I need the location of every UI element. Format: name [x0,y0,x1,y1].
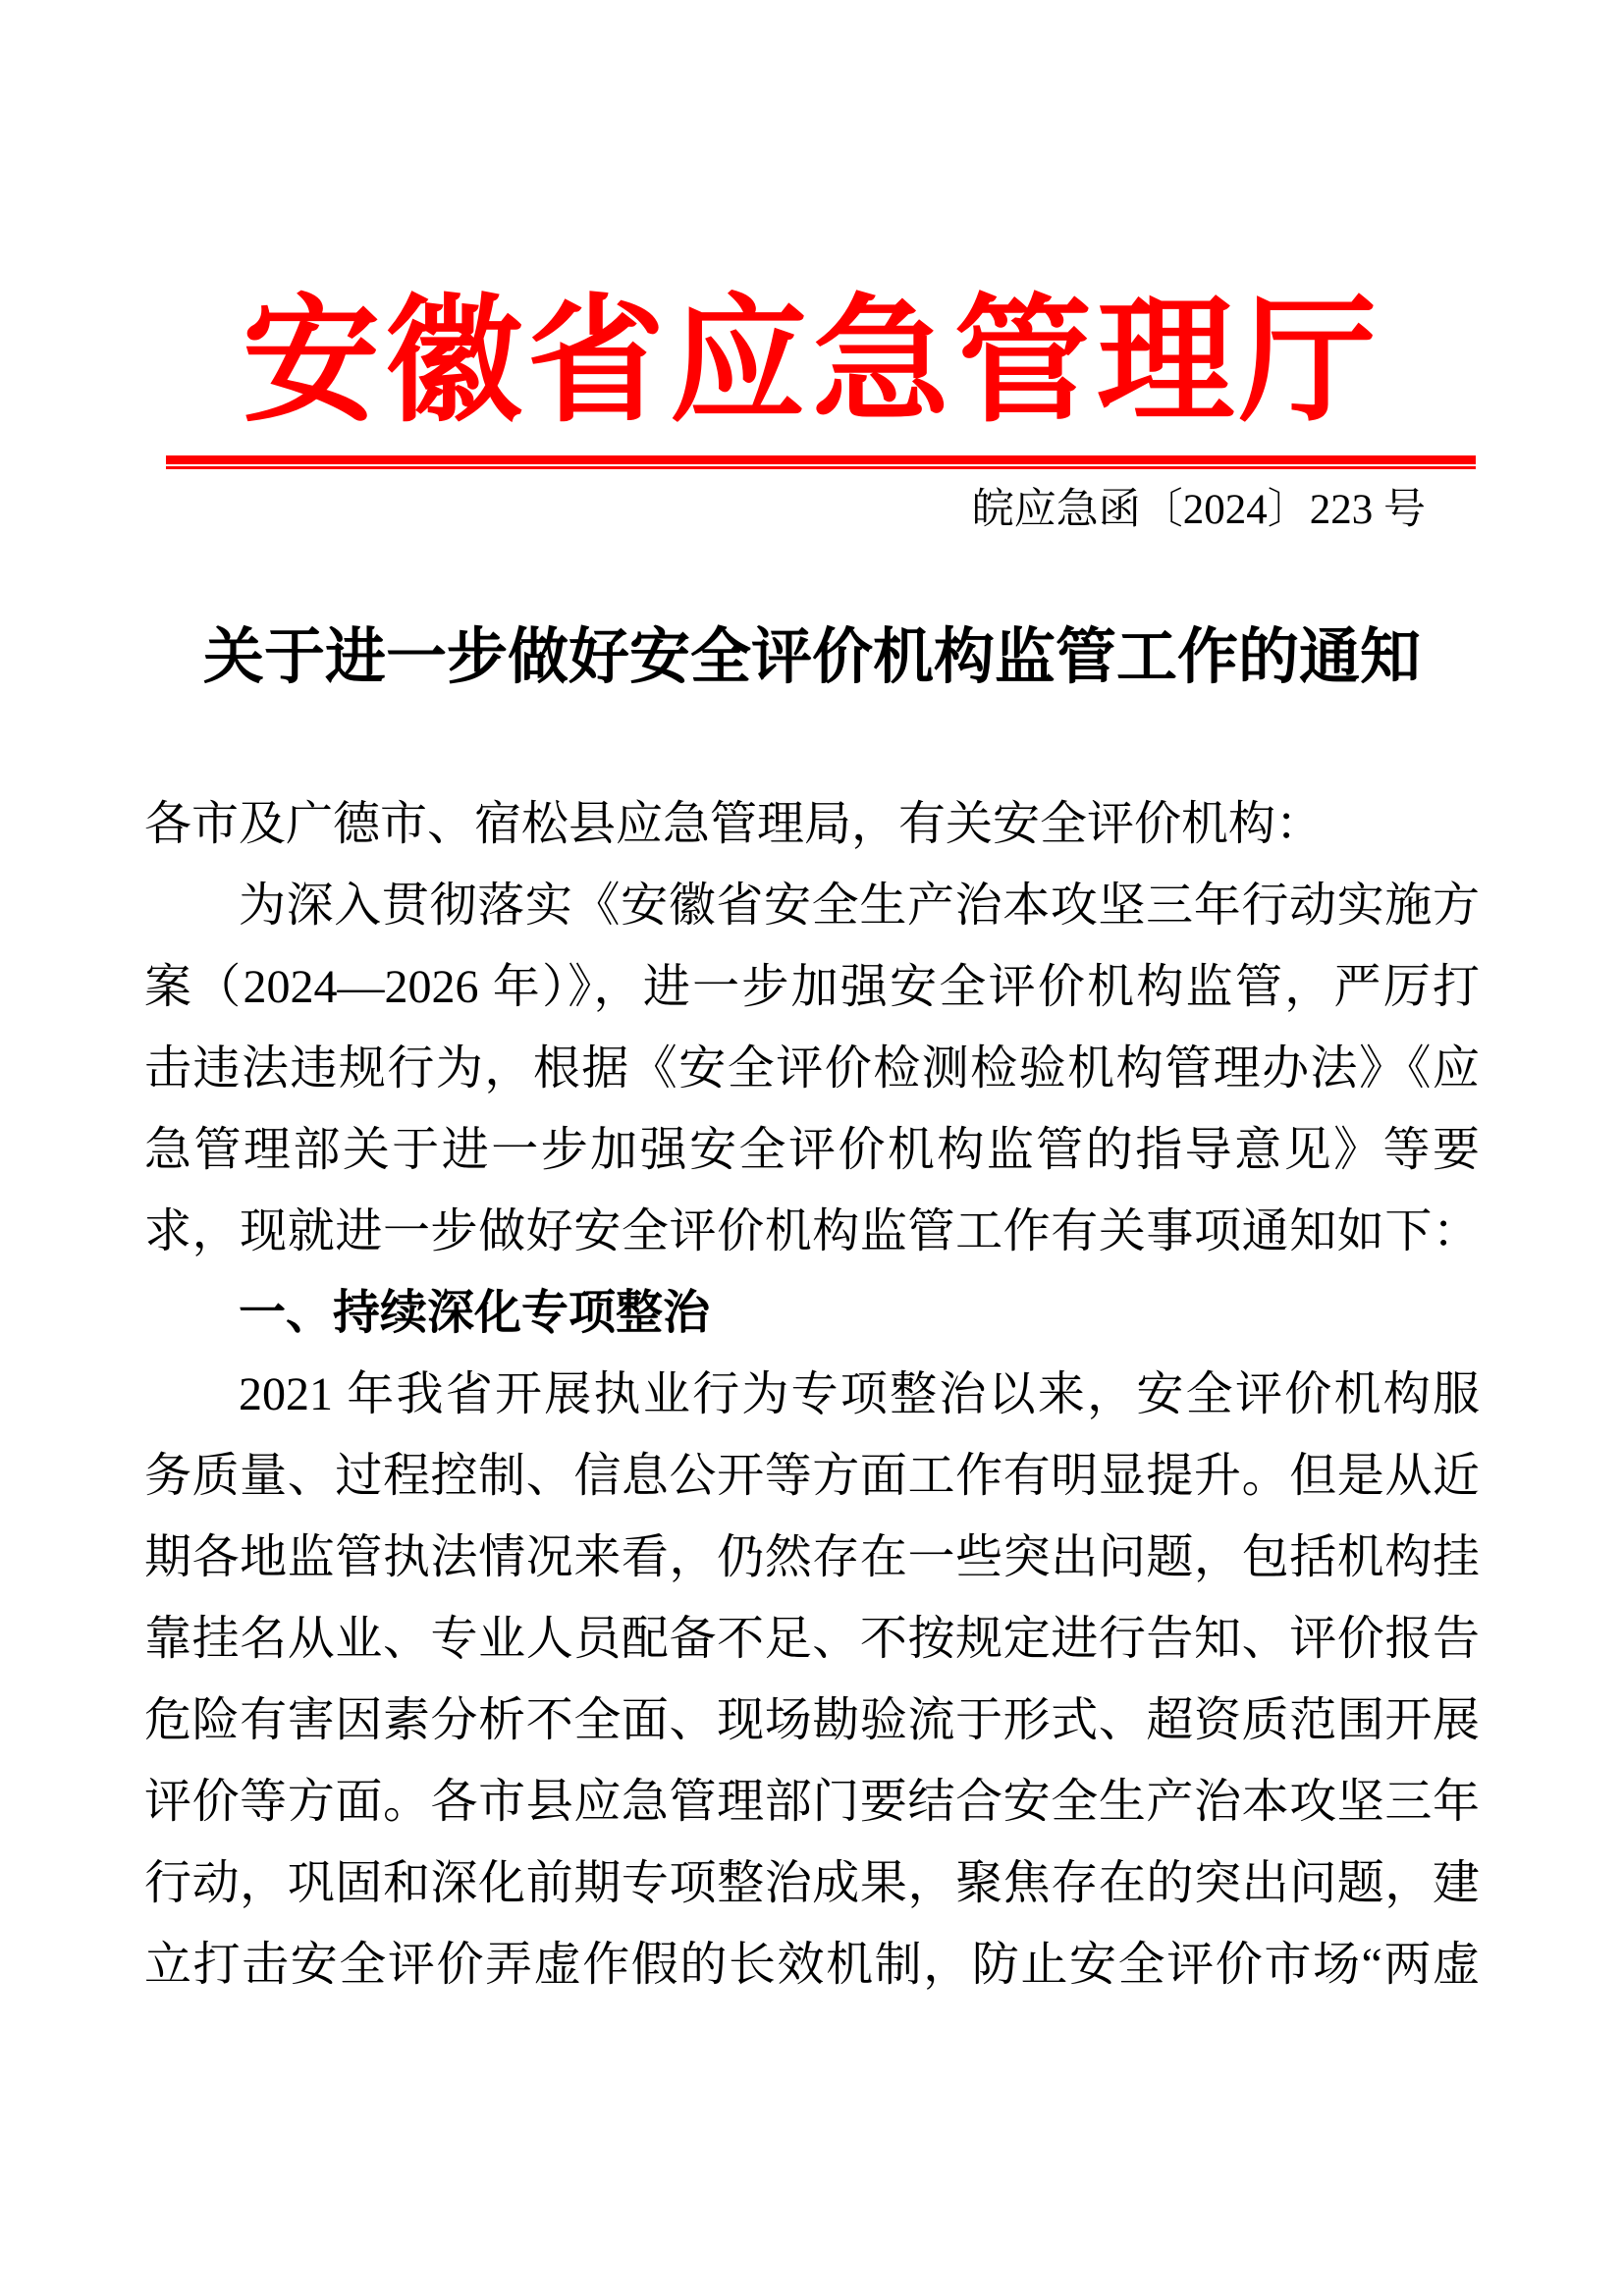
body-line: 危险有害因素分析不全面、现场勘验流于形式、超资质范围开展 [144,1694,1480,1746]
letterhead-divider [166,455,1476,469]
body-line: 2021 年我省开展执业行为专项整治以来，安全评价机构服 [239,1368,1480,1420]
body-line: 立打击安全评价弄虚作假的长效机制，防止安全评价市场“两虚 [144,1939,1480,1991]
section-heading: 一、持续深化专项整治 [239,1287,711,1339]
document-number: 皖应急函〔2024〕223 号 [971,487,1426,533]
body-line: 求，现就进一步做好安全评价机构监管工作有关事项通知如下： [144,1205,1480,1257]
salutation-line: 各市及广德市、宿松县应急管理局，有关安全评价机构： [144,798,1324,850]
body-line: 行动，巩固和深化前期专项整治成果，聚焦存在的突出问题，建 [144,1857,1480,1909]
document-body [144,783,1480,2005]
document-title: 关于进一步做好安全评价机构监管工作的通知 [202,624,1421,691]
body-line: 为深入贯彻落实《安徽省安全生产治本攻坚三年行动实施方 [239,880,1480,932]
body-line: 急管理部关于进一步加强安全评价机构监管的指导意见》等要 [144,1124,1480,1176]
body-line: 击违法违规行为，根据《安全评价检测检验机构管理办法》《应 [144,1042,1480,1095]
body-line: 评价等方面。各市县应急管理部门要结合安全生产治本攻坚三年 [144,1776,1480,1828]
body-line: 期各地监管执法情况来看，仍然存在一些突出问题，包括机构挂 [144,1531,1480,1583]
body-line: 靠挂名从业、专业人员配备不足、不按规定进行告知、评价报告 [144,1613,1480,1665]
body-line: 务质量、过程控制、信息公开等方面工作有明显提升。但是从近 [144,1450,1480,1502]
body-line: 案（2024—2026 年）》，进一步加强安全评价机构监管，严厉打 [144,961,1480,1013]
letterhead-title: 安徽省应急管理厅 [242,287,1381,439]
